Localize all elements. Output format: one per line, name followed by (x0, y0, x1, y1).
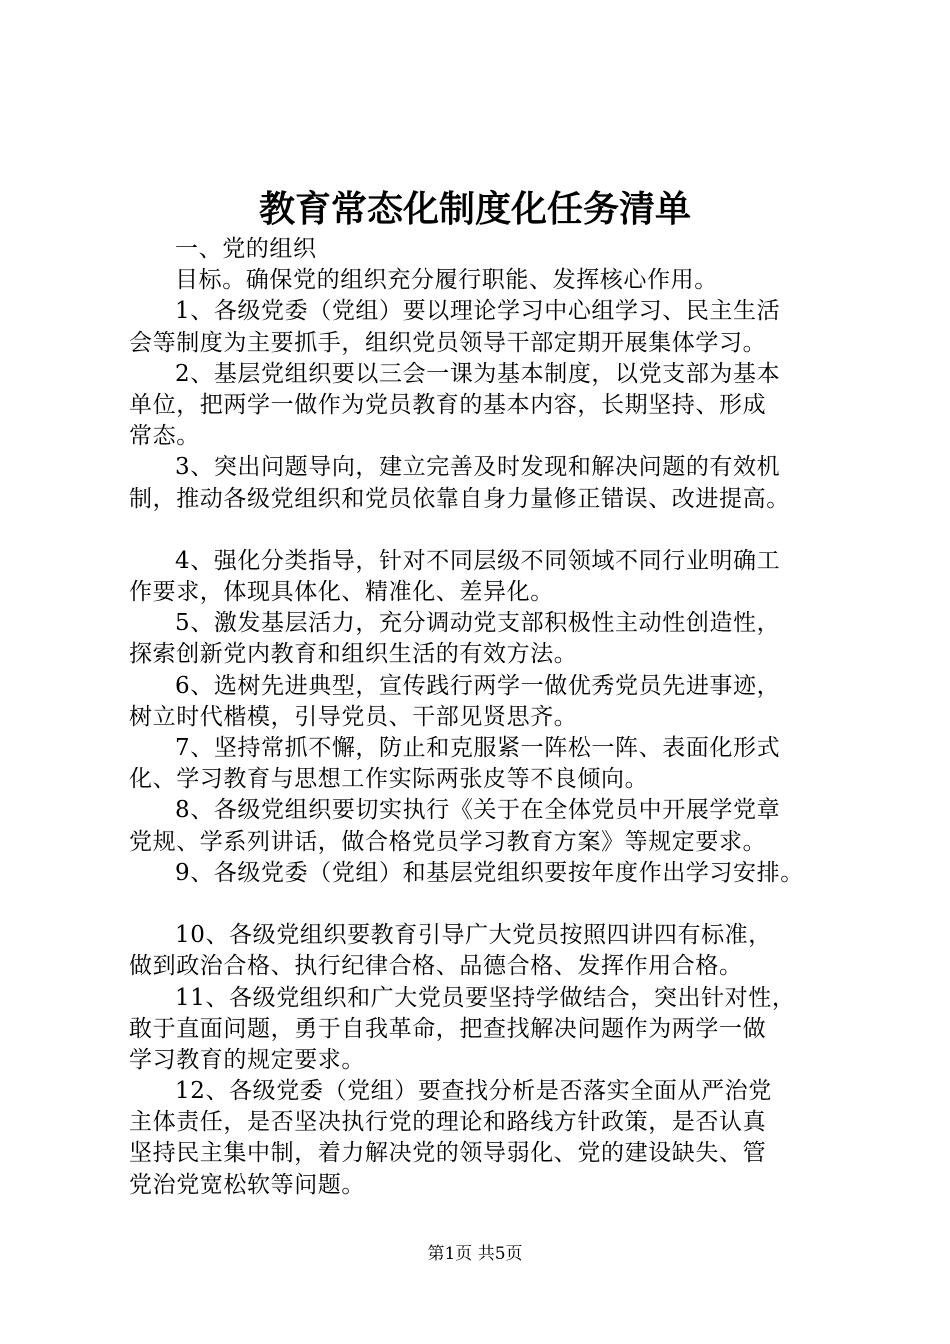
blank-line (129, 889, 839, 920)
text-line: 主体责任，是否坚决执行党的理论和路线方针政策，是否认真 (129, 1109, 767, 1136)
text-line: 1、各级党委（党组）要以理论学习中心组学习、民主生活 (175, 298, 781, 325)
text-line: 7、坚持常抓不懈，防止和克服紧一阵松一阵、表面化形式 (175, 735, 781, 761)
document-title: 教育常态化制度化任务清单 (258, 188, 691, 230)
text-line: 11、各级党组织和广大党员要坚持学做结合，突出针对性， (175, 984, 796, 1011)
text-line: 制，推动各级党组织和党员依靠自身力量修正错误、改进提高。 (129, 485, 790, 512)
text-line: 坚持民主集中制，着力解决党的领导弱化、党的建设缺失、管 (129, 1140, 767, 1167)
text-line: 探索创新党内教育和组织生活的有效方法。 (129, 641, 578, 668)
blank-line (129, 515, 839, 546)
text-line: 一、党的组织 (175, 236, 317, 262)
text-line: 会等制度为主要抓手，组织党员领导干部定期开展集体学习。 (129, 329, 767, 356)
text-line: 化、学习教育与思想工作实际两张皮等不良倾向。 (129, 766, 649, 793)
text-line: 4、强化分类指导，针对不同层级不同领域不同行业明确工 (175, 547, 781, 574)
text-line: 10、各级党组织要教育引导广大党员按照四讲四有标准， (175, 922, 772, 949)
text-line: 8、各级党组织要切实执行《关于在全体党员中开展学党章 (175, 797, 781, 824)
text-line: 9、各级党委（党组）和基层党组织要按年度作出学习安排。 (175, 859, 804, 886)
text-line: 目标。确保党的组织充分履行职能、发挥核心作用。 (175, 267, 718, 294)
text-line: 树立时代楷模，引导党员、干部见贤思齐。 (129, 703, 578, 730)
text-line: 5、激发基层活力，充分调动党支部积极性主动性创造性， (175, 610, 781, 637)
text-line: 12、各级党委（党组）要查找分析是否落实全面从严治党 (175, 1078, 772, 1105)
text-line: 2、基层党组织要以三会一课为基本制度，以党支部为基本 (175, 360, 781, 387)
text-line: 学习教育的规定要求。 (129, 1046, 365, 1073)
text-line: 党规、学系列讲话，做合格党员学习教育方案》等规定要求。 (129, 828, 767, 855)
text-line: 敢于直面问题，勇于自我革命，把查找解决问题作为两学一做 (129, 1015, 767, 1042)
document-body (129, 234, 839, 1201)
text-line: 党治党宽松软等问题。 (129, 1171, 365, 1198)
page-footer: 第1页 共5页 (427, 1244, 523, 1264)
text-line: 3、突出问题导向，建立完善及时发现和解决问题的有效机 (175, 454, 781, 481)
text-line: 6、选树先进典型，宣传践行两学一做优秀党员先进事迹， (175, 672, 781, 699)
text-line: 常态。 (129, 423, 200, 450)
text-line: 作要求，体现具体化、精准化、差异化。 (129, 579, 554, 606)
text-line: 做到政治合格、执行纪律合格、品德合格、发挥作用合格。 (129, 953, 743, 980)
text-line: 单位，把两学一做作为党员教育的基本内容，长期坚持、形成 (129, 391, 767, 418)
